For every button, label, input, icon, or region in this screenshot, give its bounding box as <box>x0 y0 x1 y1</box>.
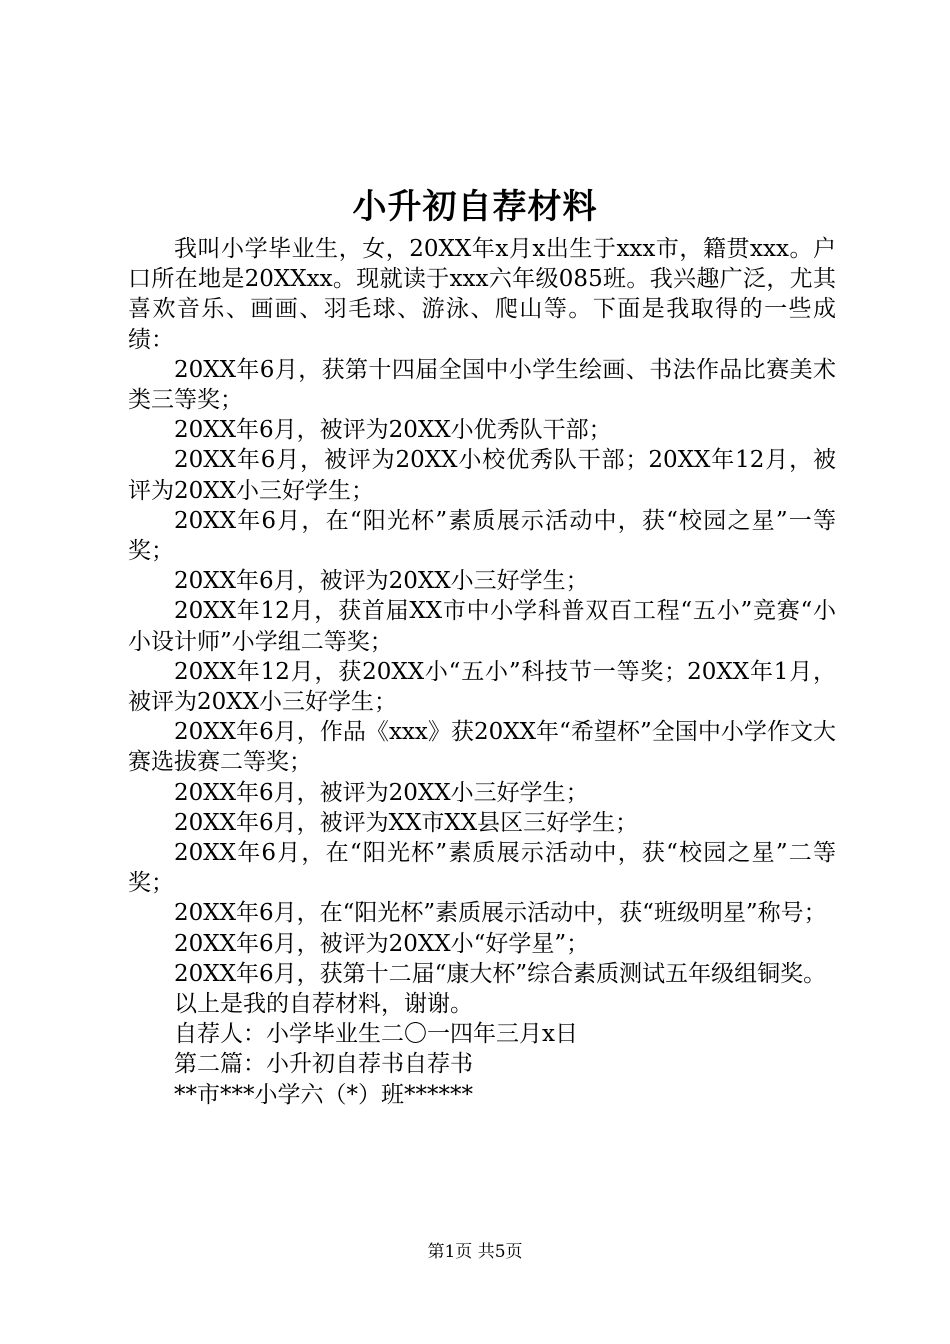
document-body <box>128 234 836 1110</box>
award-item: 20XX年6月，获第十二届“康大杯”综合素质测试五年级组铜奖。 <box>174 960 827 987</box>
award-item: 20XX年6月，在“阳光杯”素质展示活动中，获“校园之星”一等奖； <box>128 507 836 565</box>
award-item: 20XX年6月，被评为20XX小优秀队干部； <box>174 417 612 444</box>
award-item: 20XX年12月，获20XX小“五小”科技节一等奖；20XX年1月，被评为20XX小三好学生； <box>128 658 836 716</box>
award-item: 20XX年12月，获首届XX市中小学科普双百工程“五小”竞赛“小小设计师”小学组二等奖； <box>128 598 836 655</box>
award-item: 20XX年6月，获第十四届全国中小学生绘画、书法作品比赛美术类三等奖； <box>128 356 836 414</box>
award-item: 20XX年6月，作品《xxx》获20XX年“希望杯”全国中小学作文大赛选拔赛二等奖； <box>128 719 836 776</box>
paragraph-intro: 我叫小学毕业生，女，20XX年x月x出生于xxx市，籍贯xxx。户口所在地是20XXxx。现就读于xxx六年级085班。我兴趣广泛，尤其喜欢音乐、画画、羽毛球、游泳、爬山等。下面是我取得的一些成绩： <box>128 236 836 353</box>
class-line: **市***小学六（*）班****** <box>174 1081 473 1108</box>
award-item: 20XX年6月，被评为20XX小三好学生； <box>174 779 589 806</box>
award-item: 20XX年6月，在“阳光杯”素质展示活动中，获“校园之星”二等奖； <box>128 840 836 897</box>
award-item: 20XX年6月，被评为20XX小三好学生； <box>174 568 589 595</box>
award-item: 20XX年6月，被评为20XX小校优秀队干部；20XX年12月，被评为20XX小三好学生； <box>128 447 836 504</box>
award-item: 20XX年6月，被评为20XX小“好学星”； <box>174 930 590 957</box>
signature-line: 自荐人：小学毕业生二〇一四年三月x日 <box>174 1021 578 1048</box>
page-footer: 第1页 共5页 <box>427 1242 523 1262</box>
section-heading: 第二篇：小升初自荐书自荐书 <box>174 1051 473 1078</box>
award-item: 20XX年6月，在“阳光杯”素质展示活动中，获“班级明星”称号； <box>174 900 827 927</box>
award-item: 20XX年6月，被评为XX市XX县区三好学生； <box>174 809 639 836</box>
closing-line: 以上是我的自荐材料，谢谢。 <box>174 991 473 1018</box>
document-title: 小升初自荐材料 <box>352 187 598 227</box>
